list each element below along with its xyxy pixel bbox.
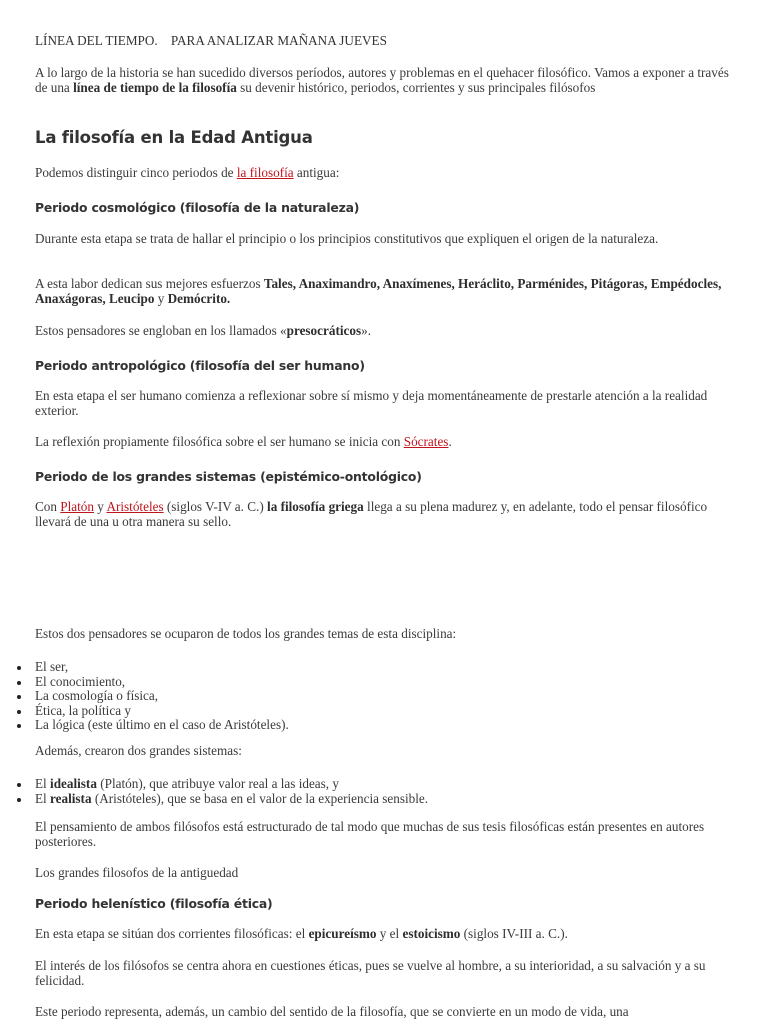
intro-paragraph [35,66,738,95]
idealista-bold: idealista [50,776,97,791]
intro-bold: línea de tiempo de la filosofía [73,79,237,95]
idealista-text-1: El [35,776,51,791]
antropologico-text-1: La reflexión propiamente filosófica sobre el ser humano se inicia con [35,434,404,449]
heading-helenistico: Periodo helenístico (filosofía ética) [35,896,273,911]
antropologico-paragraph-2 [35,435,738,450]
helenistico-text-2: y el [376,926,403,941]
heading-cosmologico: Periodo cosmológico (filosofía de la naturaleza) [35,200,360,215]
intro-text-2: su devenir histórico, periodos, corrientes y sus principales filósofos [236,79,596,95]
socrates-link[interactable]: Sócrates [403,434,449,449]
cosmologico-text-2: y [154,290,168,306]
antigua-text-2: antigua: [293,165,340,180]
heading-grandes-sistemas: Periodo de los grandes sistemas (epistémico-ontológico) [35,469,422,484]
democrito-name: Demócrito. [167,290,231,306]
list-item: La cosmología o física, [35,689,289,704]
grandes-sistemas-paragraph-2: Estos dos pensadores se ocuparon de todos los grandes temas de esta disciplina: [35,626,457,641]
helenistico-paragraph-3: Este periodo representa, además, un cambio del sentido de la filosofía, que se convierte en un modo de vida, una [35,1004,629,1019]
cosmologico-text-4: ». [361,323,371,338]
cosmologico-paragraph-2 [35,277,738,306]
realista-text-1: El [35,790,51,806]
grandes-sistemas-paragraph-1 [35,500,738,529]
grandes-sistemas-paragraph-3: Además, crearon dos grandes sistemas: [35,743,242,758]
aristoteles-link[interactable]: Aristóteles [106,499,164,514]
cosmologico-paragraph-1: Durante esta etapa se trata de hallar el principio o los principios constitutivos que expliquen el origen de la naturaleza. [35,231,659,246]
helenistico-paragraph-1 [35,927,738,942]
helenistico-text-1: En esta etapa se sitúan dos corrientes filosóficas: el [35,926,309,941]
la-filosofia-link[interactable]: la filosofía [236,165,294,180]
antigua-intro-paragraph [35,166,738,181]
antigua-text-1: Podemos distinguir cinco periodos de [35,165,237,180]
list-item: El ser, [35,660,289,675]
epicureismo-bold: epicureísmo [308,926,377,941]
estoicismo-bold: estoicismo [402,926,461,941]
gs-text-siglos: (siglos V-IV a. C.) [163,499,268,514]
list-item: Ética, la política y [35,704,289,719]
presocraticos-names: Tales, Anaximandro, Anaxímenes, Heráclito, Parménides, Pitágoras, Empédocles, Anaxágoras, Leucipo [35,276,722,306]
grandes-filosofos-caption: Los grandes filosofos de la antiguedad [35,865,239,880]
sistemas-list [35,777,428,806]
helenistico-paragraph-2: El interés de los filósofos se centra ahora en cuestiones éticas, pues se vuelve al hombre, a su interioridad, a su salvación y a su felicidad. [35,958,706,988]
platon-link[interactable]: Platón [60,499,94,514]
realista-bold: realista [50,790,92,806]
cosmologico-text-1: A esta labor dedican sus mejores esfuerzos [35,276,264,291]
gs-text-con: Con [35,499,61,514]
antropologico-paragraph-1: En esta etapa el ser humano comienza a reflexionar sobre sí mismo y deja momentáneamente de prestarle atención a la realidad exterior. [35,388,708,418]
antropologico-text-2: . [448,434,452,449]
document-title: LÍNEA DEL TIEMPO. PARA ANALIZAR MAÑANA JUEVES [35,33,387,48]
section-heading-antigua: La filosofía en la Edad Antigua [35,128,313,147]
helenistico-text-3: (siglos IV-III a. C.). [460,926,568,941]
cosmologico-text-3: Estos pensadores se engloban en los llamados « [35,323,287,338]
list-item-realista [35,792,428,807]
grandes-sistemas-paragraph-4: El pensamiento de ambos filósofos está estructurado de tal modo que muchas de sus tesis filosóficas están presentes en autores posteriores. [35,819,705,849]
list-item: La lógica (este último en el caso de Aristóteles). [35,717,289,732]
presocraticos-bold: presocráticos [286,323,362,338]
list-item-idealista [35,777,428,792]
list-item: El conocimiento, [35,675,289,690]
gs-text-y: y [93,499,107,514]
intro-text-1: A lo largo de la historia se han sucedido diversos períodos, autores y problemas en el quehacer filosófico. Vamos a exponer a través de una [35,65,729,95]
cosmologico-paragraph-3 [35,324,738,339]
filosofia-griega-bold: la filosofía griega [267,499,364,514]
realista-text-2: (Aristóteles), que se basa en el valor de la experiencia sensible. [91,790,429,806]
heading-antropologico: Periodo antropológico (filosofía del ser humano) [35,358,365,373]
idealista-text-2: (Platón), que atribuye valor real a las ideas, y [96,776,339,791]
gs-text-after: llega a su plena madurez y, en adelante, todo el pensar filosófico llevará de una u otra manera su sello. [35,499,708,529]
temas-list [35,660,289,733]
